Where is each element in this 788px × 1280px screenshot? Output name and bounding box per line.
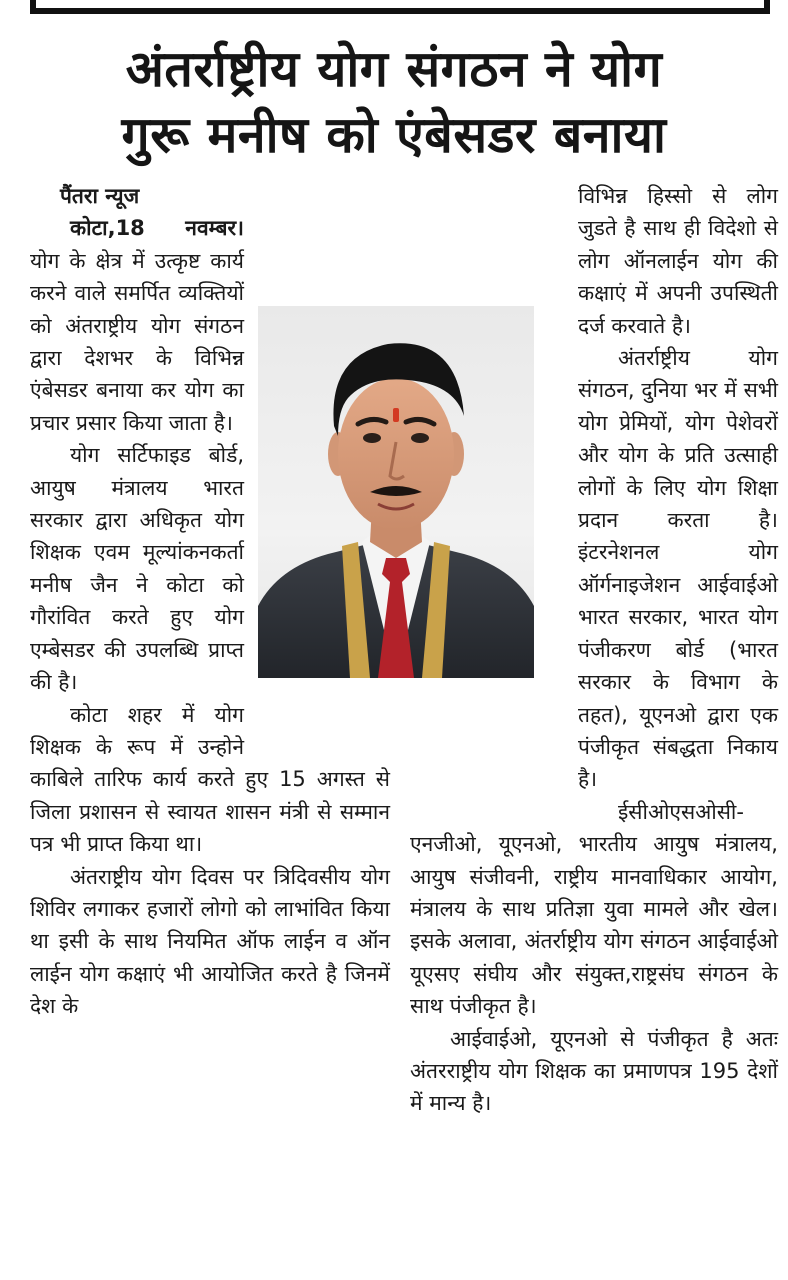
- paragraph: अंतराष्ट्रीय योग दिवस पर त्रिदिवसीय योग शिविर लगाकर हजारों लोगो को लाभांवित किया था इसी के साथ नियमित ऑफ लाईन व ऑन लाईन योग कक्षाएं भी आयोजित करते है जिनमें देश के: [30, 864, 390, 1019]
- paragraph: अंतर्राष्ट्रीय योग संगठन, दुनिया भर में सभी योग प्रेमियों, योग पेशेवरों और योग के प्रति उत्साही लोगों के लिए योग शिक्षा प्रदान करता है। इंटरनेशनल योग ऑर्गनाइजेशन आईवाईओ भारत सरकार, भारत योग पंजीकरण बोर्ड (भारत सरकार के विभाग के तहत), यूएनओ द्वारा एक पंजीकृत संबद्धता निकाय है।: [578, 346, 778, 792]
- paragraph: विभिन्न हिस्सो से लोग जुडते है साथ ही विदेशो से लोग ऑनलाईन योग की कक्षाएं में अपनी उपस्थिती दर्ज करवाते है।: [578, 184, 778, 338]
- paragraph: ईसीओएसओसी-एनजीओ, यूएनओ, भारतीय आयुष मंत्रालय, आयुष संजीवनी, राष्ट्रीय मानवाधिकार आयोग, मंत्रालय के साथ प्रतिज्ञा युवा मामले और खेल। इसके अलावा, अंतर्राष्ट्रीय योग संगठन आईवाईओ यूएसए संघीय और संयुक्त,राष्ट्रसंघ संगठन के साथ पंजीकृत है।: [410, 799, 778, 1019]
- paragraph-text: योग के क्षेत्र में उत्कृष्ट कार्य करने वाले समर्पित व्यक्तियों को अंतराष्ट्रीय योग संगठन द्वारा देशभर के विभिन्न एंबेसडर बनाया कर योग का प्रचार प्रसार किया जाता है।: [30, 248, 244, 435]
- byline: पैंतरा न्यूज: [60, 184, 140, 208]
- dateline: कोटा,18 नवम्बर।: [70, 216, 244, 241]
- portrait-photo: [258, 306, 534, 678]
- paragraph: कोटा शहर में योग शिक्षक के रूप में उन्होने काबिले तारिफ कार्य करते हुए 15 अगस्त से जिला प्रशासन से स्वायत शासन मंत्री से सम्मान पत्र भी प्राप्त किया था।: [30, 702, 390, 857]
- portrait-illustration: [258, 306, 534, 678]
- paragraph: आईवाईओ, यूएनओ से पंजीकृत है अतः अंतरराष्ट्रीय योग शिक्षक का प्रमाणपत्र 195 देशों में मान्य है।: [410, 1026, 778, 1116]
- paragraph: योग सर्टिफाइड बोर्ड, आयुष मंत्रालय भारत सरकार द्वारा अधिकृत योग शिक्षक एवम मूल्यांकनकर्ता मनीष जैन ने कोटा को गौरांवित करते हुए योग एम्बेसडर की उपलब्धि प्राप्त की है।: [30, 443, 244, 695]
- headline: [20, 36, 768, 168]
- top-border-rule: [30, 0, 770, 14]
- headline-line-1: अंतर्राष्ट्रीय योग संगठन ने योग: [125, 40, 663, 98]
- headline-line-2: गुरू मनीष को एंबेसडर बनाया: [121, 106, 667, 164]
